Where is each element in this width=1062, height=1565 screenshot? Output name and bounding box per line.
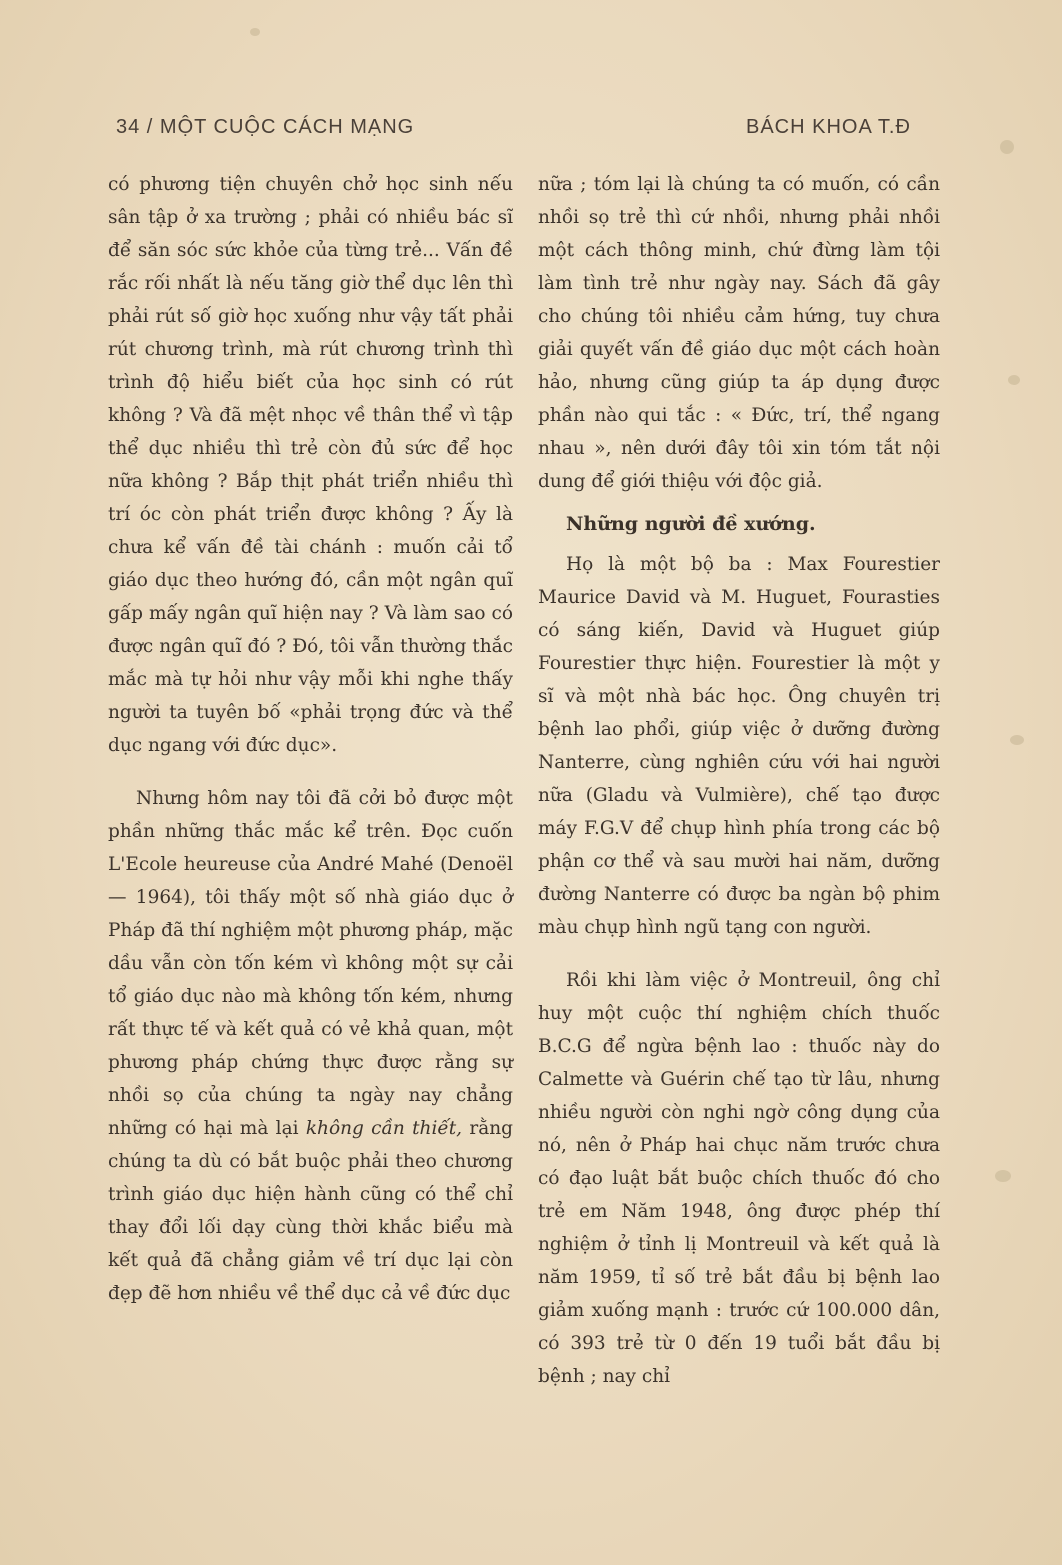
paragraph-gap: [108, 762, 513, 782]
right-paragraph-1: nữa ; tóm lại là chúng ta có muốn, có cần nhồi sọ trẻ thì cứ nhồi, nhưng phải nhồi một cách thông minh, chứ đừng làm tội làm tình trẻ như ngày nay. Sách đã gây cho chúng tôi nhiều cảm hứng, tuy chưa giải quyết vấn đề giáo dục một cách hoàn hảo, nhưng cũng giúp ta áp dụng được phần nào qui tắc : « Đức, trí, thể ngang nhau », nên dưới đây tôi xin tóm tắt nội dung để giới thiệu với độc giả.: [538, 174, 940, 492]
left-paragraph-2: [108, 782, 513, 1310]
left-paragraph-2-end: rằng chúng ta dù có bắt buộc phải theo chương trình giáo dục hiện hành cũng có thể chỉ thay đổi lối dạy cùng thời khắc biểu mà kết quả đã chẳng giảm về trí dục lại còn đẹp đẽ hơn nhiều về thể dục cả về đức dục: [108, 1118, 513, 1304]
left-column: [108, 168, 513, 1310]
section-heading: Những người đề xướng.: [566, 513, 816, 535]
running-header-right: BÁCH KHOA T.Đ: [746, 116, 911, 138]
paper-stain: [995, 1170, 1011, 1182]
paper-stain: [1010, 735, 1024, 745]
paper-stain: [250, 28, 260, 36]
paragraph-gap: [538, 944, 940, 964]
emphasis-text: không cần thiết,: [305, 1118, 463, 1139]
paper-stain: [1008, 375, 1020, 385]
right-paragraph-3: Rồi khi làm việc ở Montreuil, ông chỉ huy một cuộc thí nghiệm chích thuốc B.C.G để ngừa bệnh lao : thuốc này do Calmette và Guérin chế tạo từ lâu, nhưng nhiều người còn nghi ngờ công dụng của nó, nên ở Pháp hai chục năm trước chưa có đạo luật bắt buộc chích thuốc đó cho trẻ em Năm 1948, ông được phép thí nghiệm ở tỉnh lị Montreuil và kết quả là năm 1959, tỉ số trẻ bắt đầu bị bệnh lao giảm xuống mạnh : trước cứ 100.000 dân, có 393 trẻ từ 0 đến 19 tuổi bắt đầu bị bệnh ; nay chỉ: [538, 970, 940, 1387]
right-column: [538, 168, 940, 1393]
left-paragraph-1: có phương tiện chuyên chở học sinh nếu sân tập ở xa trường ; phải có nhiều bác sĩ để săn sóc sức khỏe của từng trẻ... Vấn đề rắc rối nhất là nếu tăng giờ thể dục lên thì phải rút số giờ học xuống như vậy tất phải rút chương trình, mà rút chương trình thì trình độ hiểu biết của học sinh có rút không ? Và đã mệt nhọc về thân thể vì tập thể dục nhiều thì trẻ còn đủ sức để học nữa không ? Bắp thịt phát triển nhiều thì trí óc còn phát triển được không ? Ấy là chưa kể vấn đề tài chánh : muốn cải tổ giáo dục theo hướng đó, cần một ngân quĩ gấp mấy ngân quĩ hiện nay ? Và làm sao có được ngân quĩ đó ? Đó, tôi vẫn thường thắc mắc mà tự hỏi như vậy mỗi khi nghe thấy người ta tuyên bố «phải trọng đức và thể dục ngang với đức dục».: [108, 174, 513, 756]
running-header-left: 34 / MỘT CUỘC CÁCH MẠNG: [116, 116, 415, 138]
left-paragraph-2-start: Nhưng hôm nay tôi đã cởi bỏ được một phần những thắc mắc kể trên. Đọc cuốn L'Ecole heureuse của André Mahé (Denoël — 1964), tôi thấy một số nhà giáo dục ở Pháp đã thí nghiệm một phương pháp, mặc dầu vẫn còn tốn kém vì không một sự cải tổ giáo dục nào mà không tốn kém, nhưng rất thực tế và kết quả có vẻ khả quan, một phương pháp chứng thực được rằng sự nhồi sọ của chúng ta ngày nay chẳng những có hại mà lại: [108, 788, 513, 1139]
right-paragraph-2: Họ là một bộ ba : Max Fourestier Maurice David và M. Huguet, Fourasties có sáng kiến, David và Huguet giúp Fourestier thực hiện. Fourestier là một y sĩ và một nhà bác học. Ông chuyên trị bệnh lao phổi, giúp việc ở dưỡng đường Nanterre, cùng nghiên cứu với hai người nữa (Gladu và Vulmière), chế tạo được máy F.G.V để chụp hình phía trong các bộ phận cơ thể và sau mười hai năm, dưỡng đường Nanterre có được ba ngàn bộ phim màu chụp hình ngũ tạng con người.: [538, 554, 940, 938]
paper-stain: [1000, 140, 1014, 154]
